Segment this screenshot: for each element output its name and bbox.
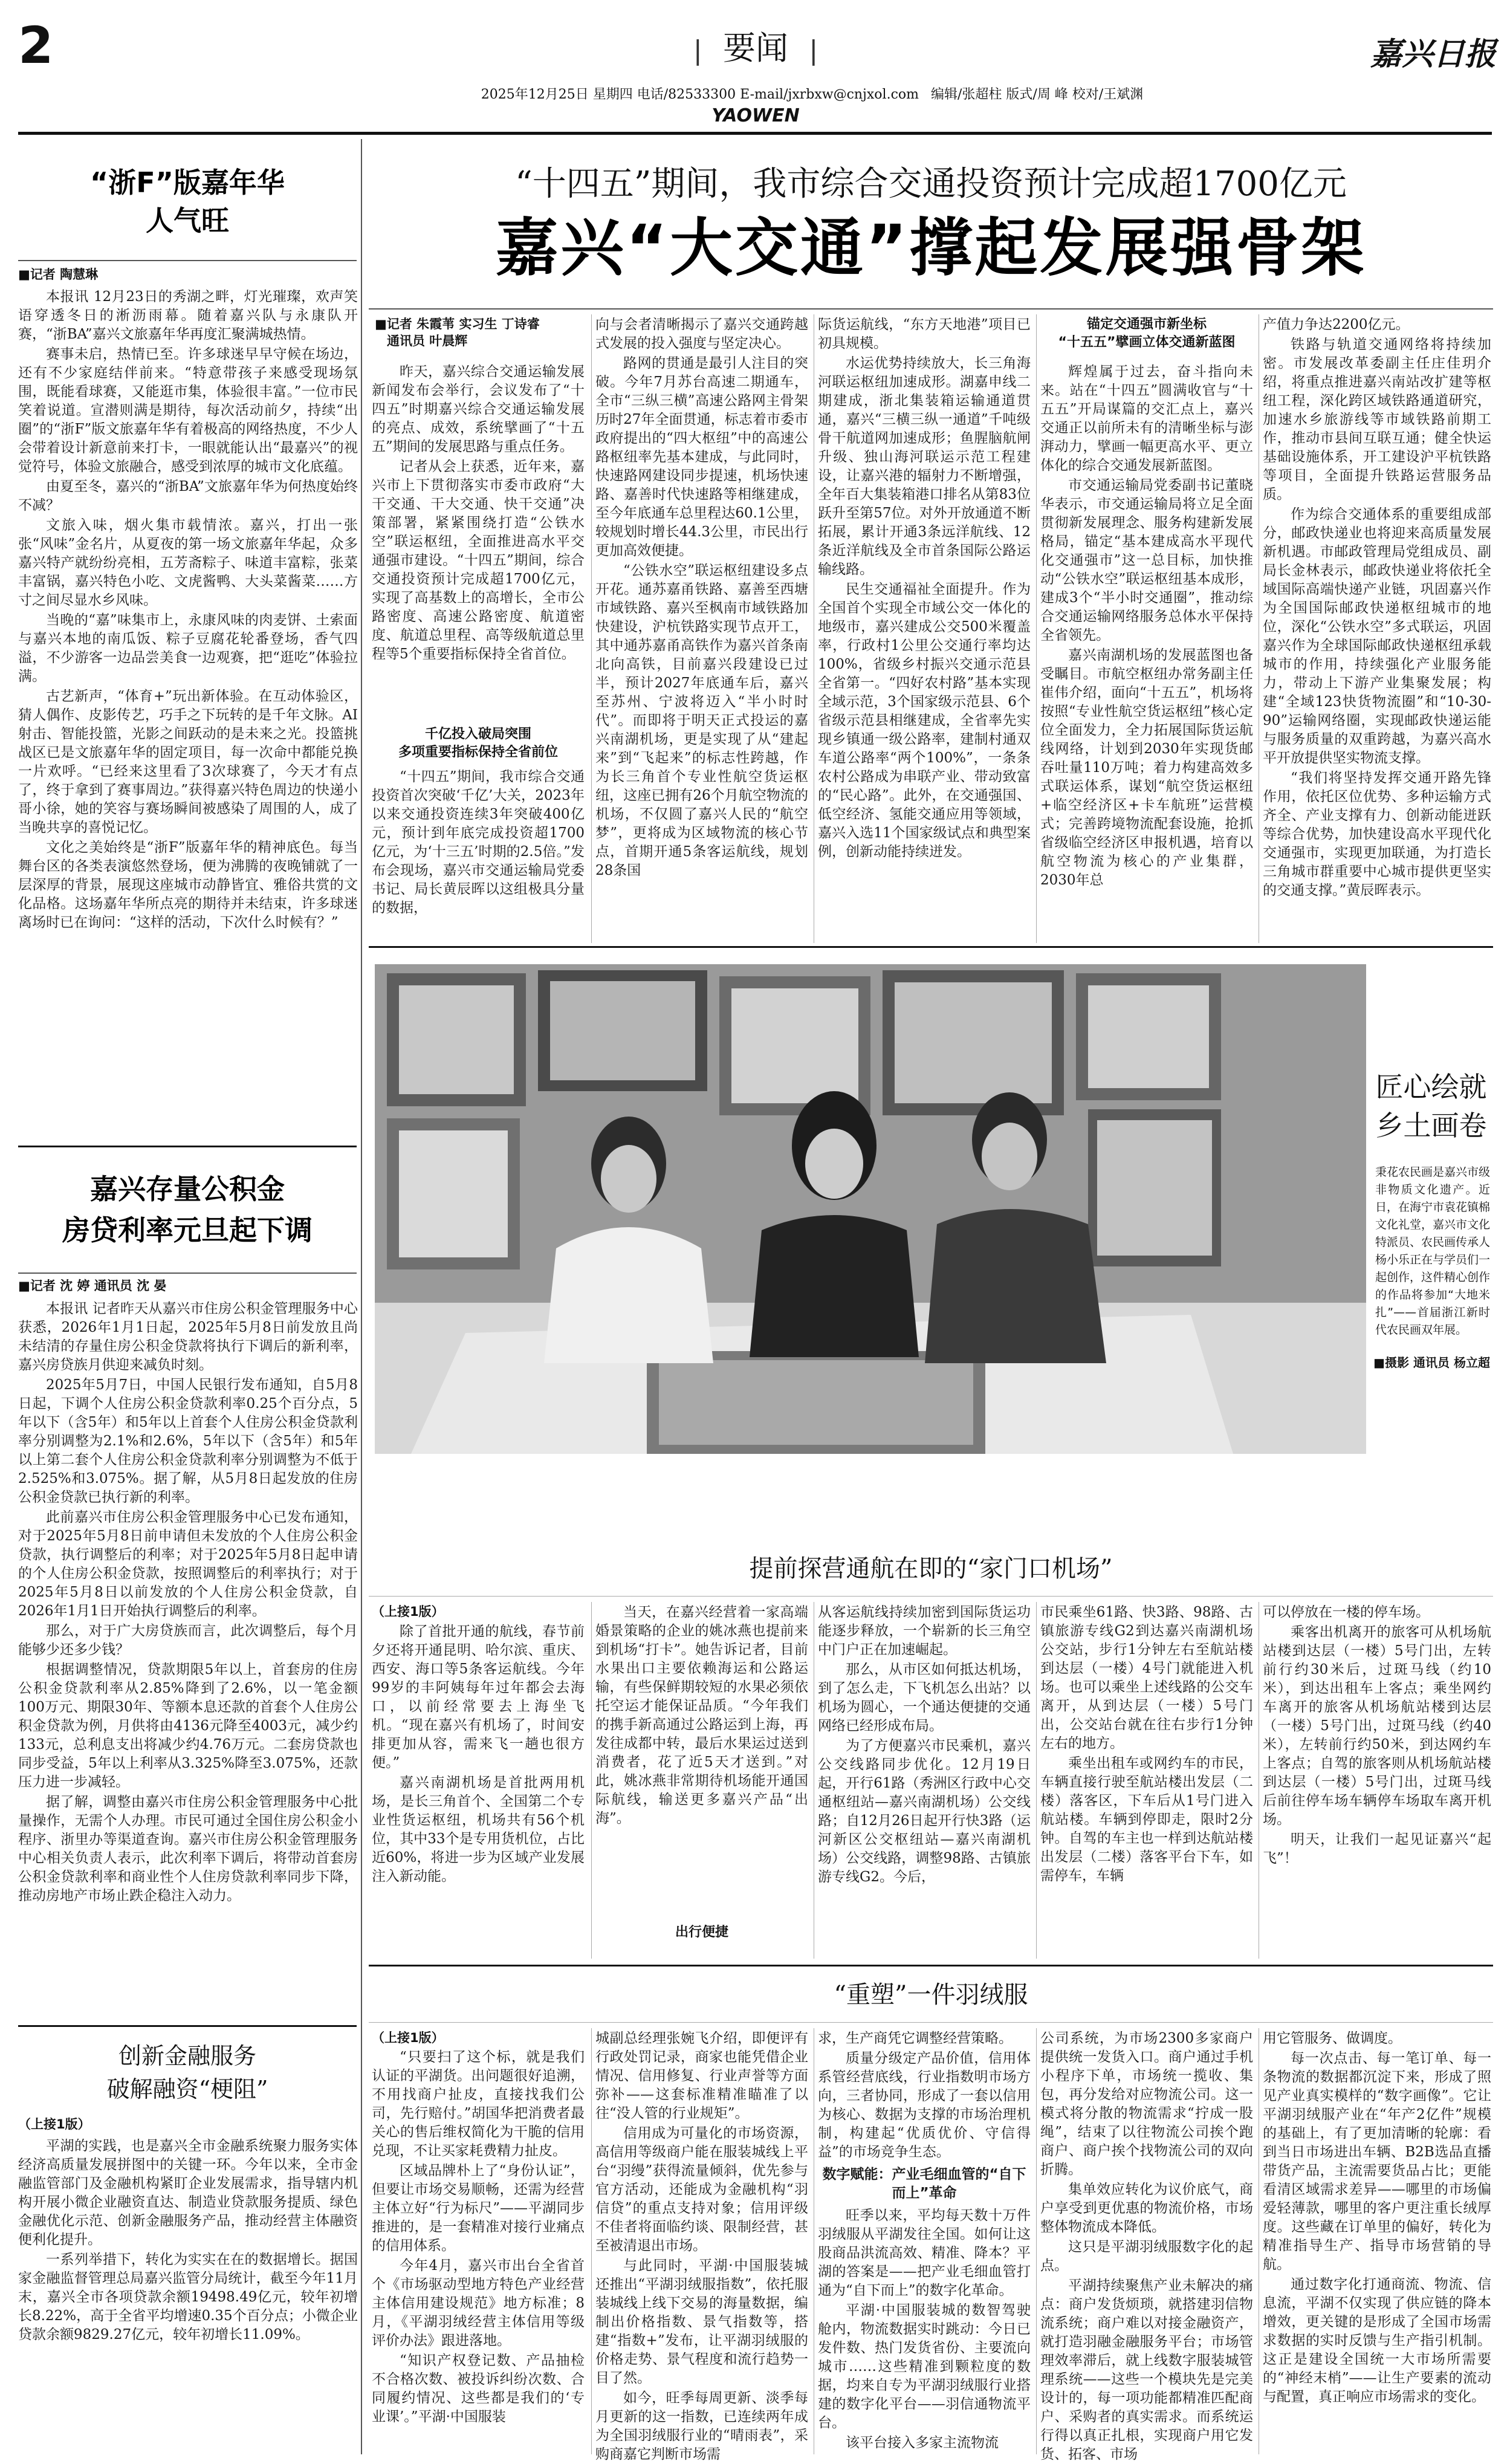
main-para: “公铁水空”联运枢纽建设多点开花。通苏嘉甬铁路、嘉善至西塘市域铁路、嘉兴至枫南市域铁路加快建设，沪杭铁路实现节点开工，其中通苏嘉甬高铁作为嘉兴首条南北向高铁，目前嘉兴段建设已过半，预计2027年底通车后，嘉兴至苏州、宁波将迈入“半小时时代”。而即将于明天正式投运的嘉兴南湖机场，更是实现了从“建起来”到“飞起来”的标志性跨越，作为长三角首个专业性航空货运枢纽，这座已拥有26个月航空物流的机场，不仅圆了嘉兴人民的“航空梦”，更将成为区域物流的核心节点，首期开通5条客运航线，规划28条国 — [595, 563, 808, 878]
loan-para: 根据调整情况，贷款期限5年以上，首套房的住房公积金贷款利率从2.85%降到了2.6%，以一笔金额100万元、期限30年、等额本息还款的首套个人住房公积金贷款为例，月供将由4136元降至4003元，减少约133元，总利息支出将减少约4.76万元。二套房贷款也同步受益，5年以上利率从3.325%降至3.075%，还款压力进一步减轻。 — [18, 1662, 358, 1790]
main-col5 — [1263, 316, 1491, 938]
jacket-para: 如今，旺季每周更新、淡季每月更新的这一指数，已连续两年成为全国羽绒服行业的“晴雨表”，采购商嘉它判断市场需 — [595, 2390, 808, 2462]
loan-para: 2025年5月7日，中国人民银行发布通知，自5月8日起，下调个人住房公积金贷款利率0.25个百分点，5年以下（含5年）和5年以上首套个人住房公积金贷款利率分别调整为2.1%和2.6%，5年以下（含5年）和5年以上第二套个人住房公积金贷款利率分别调整为不低于2.525%和3.075%。据了解，从5月8日起发放的住房公积金贷款已执行新的利率。 — [18, 1377, 358, 1505]
jacket-para: 旺季以来，平均每天数十万件羽绒服从平湖发往全国。如何让这股商品洪流高效、精准、降本？平湖的答案是——把产业毛细血管打通为“自下而上”的数字化革命。 — [818, 2208, 1031, 2298]
jacket-para: 与此同时，平湖·中国服装城还推出“平湖羽绒服指数”，依托服装城线上线下交易的海量数据，编制出价格指数、景气指数等，搭建“指数+”发布，让平湖羽绒服的价格走势、景气程度和流行趋势一目了然。 — [595, 2258, 808, 2386]
loan-para: 那么，对于广大房贷族而言，此次调整后，每个月能够少还多少钱？ — [18, 1623, 358, 1658]
masthead-logo: 嘉兴日报 — [1370, 36, 1496, 73]
main-para: 记者从会上获悉，近年来，嘉兴市上下贯彻落实市委市政府“大干交通、干大交通、快干交通”决策部署，紧紧围绕打造“公铁水空”联运枢纽，全面推进高水平交通强市建设。“十四五”期间，综合交通投资预计完成超1700亿元，实现了高基数上的高增长，全市公路密度、高速公路密度、航道密度、航道总里程、高等级航道总里程等5个重要指标保持全省首位。 — [372, 459, 585, 662]
down-jacket-col1 — [372, 2048, 585, 2453]
jacket-para: 信用成为可量化的市场资源，高信用等级商户能在服装城线上平台“羽缦”获得流量倾斜，优先参与官方活动，还能成为金融机构“羽信贷”的重点支持对象；信用评级不佳者将面临约谈、限制经营，甚至被清退出市场。 — [595, 2125, 808, 2254]
carnival-title-rule — [18, 260, 357, 261]
masthead-rule — [18, 132, 1492, 135]
jacket-para: 求，生产商凭它调整经营策略。 — [818, 2031, 1013, 2046]
editors-line: 编辑/张超柱 版式/周 峰 校对/王斌渊 — [931, 87, 1144, 102]
finance-para: 平湖的实践，也是嘉兴全市金融系统聚力服务实体经济高质量发展拼图中的关键一环。今年以来，全市金融监管部门及金融机构紧盯企业发展需求，指导辖内机构开展小微企业融资直达、制造业贷款服务提质、绿色金融优化示范、创新金融服务产品，推动经营主体融资便利化提升。 — [18, 2138, 358, 2248]
main-para: 辉煌属于过去，奋斗指向未来。站在“十四五”圆满收官与“十五五”开局谋篇的交汇点上，嘉兴交通正以前所未有的清晰坐标与澎湃动力，擘画一幅更高水平、更立体化的综合交通发展新蓝图。 — [1040, 364, 1253, 473]
main-para: 昨天，嘉兴综合交通运输发展新闻发布会举行，会议发布了“十四五”时期嘉兴综合交通运输发展的亮点、成效，系统擘画了“十五五”期间的发展思路与重点任务。 — [372, 364, 585, 455]
airport-para: 从客运航线持续加密到国际货运功能逐步释放，一个崭新的长三角空中门户正在加速崛起。 — [818, 1604, 1031, 1658]
down-jacket-title-rule — [369, 2022, 1493, 2023]
left-rule-2 — [18, 2025, 357, 2027]
section-name: 要闻 — [723, 29, 788, 67]
main-para: 铁路与轨道交通网络将持续加密。市发展改革委副主任庄佳玥介绍，将重点推进嘉兴南站改扩建等枢纽工程，深化跨区域铁路通道研究，加速水乡旅游线等市域铁路前期工作，推动市县间互联互通；健全快运基础设施体系，开工建设沪平杭铁路等项目，全面提升铁路运营服务品质。 — [1263, 337, 1491, 502]
section-title: | 要闻 | — [693, 29, 818, 67]
main-para: 路网的贯通是最引人注目的突破。今年7月苏台高速二期通车，全市“三纵三横”高速公路网主骨架历时27年全面贯通，标志着市委市政府提出的“四大枢纽”中的高速公路枢纽率先基本建成，与此同时，快速路网建设同步提速，机场快速路、嘉善时代快速路等相继建成，至今年底通车总里程达60.1公里，较规划时增长44.3公里，市民出行更加高效便捷。 — [595, 355, 808, 559]
finance-continued: （上接1版） — [18, 2117, 91, 2132]
page-number: 2 — [18, 16, 54, 75]
jacket-para: 用它管服务、做调度。 — [1263, 2031, 1402, 2046]
carnival-para: 由夏至冬，嘉兴的“浙BA”文旅嘉年华为何热度始终不减？ — [18, 479, 358, 513]
main-para: 水运优势持续放大，长三角海河联运枢纽加速成形。湖嘉申线二期建成，浙北集装箱运输通道贯通，嘉兴“三横三纵一通道”千吨级骨干航道网加速成形；鱼腥脑航闸升级、独山海河联运示范工程建设，让嘉兴港的辐射力不断增强，全年百大集装箱港口排名从第83位跃升至第57位。对外开放通道不断拓展，累计开通3条远洋航线、12条近洋航线及全市首条国际公路运输线路。 — [818, 355, 1031, 577]
down-jacket-col2 — [595, 2029, 808, 2462]
main-headline-rule — [369, 308, 1493, 310]
jacket-para: 质量分级定产品价值，信用体系管经营底线，行业指数明市场方向，三者协同，形成了一套以信用为核心、数据为支撑的市场治理机制，构建起“优质优价、守信得益”的市场竞争生态。 — [818, 2051, 1031, 2160]
main-col1-top — [372, 363, 585, 708]
main-para: 际货运航线，“东方天地港”项目已初具规模。 — [818, 317, 1031, 351]
carnival-para: 本报讯 12月23日的秀湖之畔，灯光璀璨，欢声笑语穿透冬日的淅沥雨幕。随着嘉兴队与永康队开赛，“浙BA”嘉兴文旅嘉年华再度汇聚满城热情。 — [18, 289, 358, 342]
loan-para: 据了解，调整由嘉兴市住房公积金管理服务中心批量操作，无需个人办理。市民可通过全国住房公积金小程序、浙里办等渠道查询。嘉兴市住房公积金管理服务中心相关负责人表示，此次利率下调后，将带动首套房公积金贷款利率和商业性个人住房贷款利率同步下降，推动房地产市场止跌企稳注入动力。 — [18, 1794, 358, 1904]
airport-para: 可以停放在一楼的停车场。 — [1263, 1604, 1430, 1620]
airport-title: 提前探营通航在即的“家门口机场” — [749, 1555, 1113, 1583]
jacket-para: 区域品牌朴上了“身份认证”，但要让市场交易顺畅，还需为经营主体立好“行为标尺”——平湖同步推进的，是一套精准对接行业痛点的信用体系。 — [372, 2163, 585, 2254]
airport-para: 乘客出机离开的旅客可从机场航站楼到达层（一楼）5号门出，左转前行约30米后，过斑马线（约10米），到达出租车上客点；乘坐网约车离开的旅客从机场航站楼到达层（一楼）5号门出，过斑马线（约40米），左转前行约50米，到达网约车上客点；自驾的旅客则从机场航站楼到达层（一楼）5号门出，过斑马线后前往停车场车辆停车场取车离开机场。 — [1263, 1624, 1491, 1827]
main-article-bottom-rule — [369, 946, 1493, 948]
airport-para: 当天，在嘉兴经营着一家高端婚景策略的企业的姚冰燕也提前来到机场“打卡”。她告诉记者，目前水果出口主要依赖海运和公路运输，有些保鲜期较短的水果必须依托空运才能保证品质。“今年我们的携手新高通过公路运到上海，再发往成都中转，最后水果运过送到消费者，花了近5天才送到。”对此，姚冰燕非常期待机场能开通国际航线，输送更多嘉兴产品“出海”。 — [595, 1604, 808, 1826]
jacket-para: 这只是平湖羽绒服数字化的起点。 — [1040, 2239, 1253, 2274]
photo-feature-title-1: 匠心绘就 — [1375, 1071, 1487, 1103]
finance-title-1: 创新金融服务 — [118, 2043, 256, 2069]
airport-col2 — [595, 1603, 808, 1918]
airport-para: 除了首批开通的航线，春节前夕还将开通昆明、哈尔滨、重庆、西安、海口等5条客运航线。今年99岁的丰阿姨每年过年都会去海口，以前经常要去上海坐飞机。“现在嘉兴有机场了，时间安排更加从容，需来飞一趟也很方便。” — [372, 1624, 585, 1771]
photo-feature-title-2: 乡土画卷 — [1375, 1109, 1487, 1142]
down-jacket-col4 — [1040, 2029, 1253, 2462]
photo-caption: 秉花农民画是嘉兴市级非物质文化遗产。近日，在海宁市袁花镇棉文化礼堂，嘉兴市文化特派员、农民画传承人杨小乐正在与学员们一起创作，这件精心创作的作品将参加“大地米扎”——首届浙江新时代农民画双年展。 — [1375, 1166, 1491, 1337]
airport-para: 那么，从市区如何抵达机场，到了怎么走，下飞机怎么出站？以机场为圆心，一个通达便捷的交通网络已经形成布局。 — [818, 1662, 1031, 1734]
main-para: “十四五”期间，我市综合交通投资首次突破‘千亿’大关，2023年以来交通投资连续3年突破400亿元，预计到年底完成投资超1700亿元，为‘十三五’时期的2.5倍。”发布会现场，嘉兴市交通运输局党委书记、局长黄辰晖以这组极具分量的数据， — [372, 769, 585, 916]
main-para: 嘉兴南湖机场的发展蓝图也备受瞩目。市航空枢纽办常务副主任崔伟介绍，面向“十五五”，机场将按照“专业性航空货运枢纽”核心定位全面发力，全力拓展国际货运航线网络，计划到2030年实现货邮吞吐量110万吨；着力构建高效多式联运体系，谋划“航空货运枢纽+临空经济区+卡车航班”运营模式；完善跨境物流配套设施，抢抓省级临空经济区申报机遇，培育以航空物流为核心的产业集群，2030年总 — [1040, 647, 1253, 888]
main-col-rule-3 — [1036, 314, 1037, 943]
carnival-para: 当晚的“嘉”味集市上，永康风味的肉麦饼、土索面与嘉兴本地的南瓜饭、粽子豆腐花轮番登场，香气四溢，不少游客一边品尝美食一边观赛，把“逛吃”体验拉满。 — [18, 612, 358, 684]
down-jacket-continued: （上接1版） — [372, 2031, 444, 2045]
airport-col5 — [1263, 1603, 1491, 1956]
jacket-para: 平湖·中国服装城的数智驾驶舱内，物流数据实时跳动：今日已发件数、热门发货省份、主要流向城市……这些精准到颗粒度的数据，均来自专为平湖羽绒服行业搭建的数字化平台——羽信通物流平台。 — [818, 2303, 1031, 2431]
main-byline-1: ■记者 朱霞苇 实习生 丁诗睿 — [375, 317, 540, 331]
main-sub2-line2: “十五五”擘画立体交通新蓝图 — [1058, 335, 1236, 350]
main-sub1-line1: 千亿投入破局突围 — [424, 727, 531, 742]
airport-col3 — [818, 1603, 1031, 1956]
jacket-para: 今年4月，嘉兴市出台全省首个《市场驱动型地方特色产业经营主体信用建设规范》地方标准；8月，《平湖羽绒经营主体信用等级评价办法》跟进落地。 — [372, 2258, 585, 2349]
loan-title-2: 房贷利率元旦起下调 — [62, 1214, 313, 1247]
finance-title-2: 破解融资“梗阻” — [106, 2076, 268, 2103]
main-col2 — [595, 316, 808, 938]
main-para: 向与会者清晰揭示了嘉兴交通跨越式发展的投入强度与坚定决心。 — [595, 317, 808, 351]
main-col3 — [818, 316, 1031, 938]
jacket-para: 每一次点击、每一笔订单、每一条物流的数据都沉淀下来，形成了照见产业真实模样的“数字画像”。它让平湖羽绒服产业在“年产2亿件”规模的基础上，有了更加清晰的轮廓：看到当日市场进出车辆、B2B选品直播带货产品，主流需要货品占比；更能看清区域需求差异——哪里的市场偏爱轻薄款，哪里的客户更注重长绒厚度。这些藏在订单里的偏好，转化为精准指导生产、指导市场营销的导航。 — [1263, 2051, 1491, 2272]
main-para: 市交通运输局党委副书记董晓华表示，市交通运输局将立足全面贯彻新发展理念、服务构建新发展格局，锚定“基本建成高水平现代化交通强市”这一总目标，加快推动“公铁水空”联运枢纽基本成形，建成3个“半小时交通圈”，推动综合交通运输网络服务总体水平保持全省领先。 — [1040, 478, 1253, 643]
airport-para: 市民乘坐61路、快3路、98路、古镇旅游专线G2到达嘉兴南湖机场公交站，步行1分钟左右至航站楼到达层（一楼）4号门就能进入机场。也可以乘坐上述线路的公交车离开，从到达层（一楼）5号门出，公交站台就在往右步行1分钟左右的地方。 — [1040, 1604, 1253, 1751]
main-para: 民生交通福祉全面提升。作为全国首个实现全市域公交一体化的地级市，嘉兴建成公交500米覆盖率，行政村1公里公交通行率均达100%，省级乡村振兴交通示范县全省第一。“四好农村路”基本实现全域示范，3个国家级示范县、6个省级示范县相继建成，全省率先实现乡镇通一级公路率，建制村通双车道公路率“两个100%”，一条条农村公路成为串联产业、带动致富的“民心路”。此外，在交通强国、低空经济、氢能交通应用等领域，嘉兴入选11个国家级试点和典型案例，创新动能持续迸发。 — [818, 582, 1031, 860]
section-pinyin: YAOWEN — [711, 105, 800, 126]
airport-col1 — [372, 1623, 585, 1956]
main-byline-2: 通讯员 叶晨辉 — [387, 334, 468, 348]
jacket-col-rule-3 — [1036, 2028, 1037, 2454]
airport-para: 为了方便嘉兴市民乘机，嘉兴公交线路同步优化。12月19日起，开行61路（秀洲区行政中心交通枢纽站—嘉兴南湖机场）公交线路；自12月26日起开行快3路（运河新区公交枢纽站—嘉兴南湖机场）公交线路，调整98路、古镇旅游专线G2。今后， — [818, 1738, 1031, 1885]
main-para: 产值力争达2200亿元。 — [1263, 317, 1410, 332]
jacket-para: 该平台接入多家主流物流 — [846, 2435, 999, 2451]
loan-para: 此前嘉兴市住房公积金管理服务中心已发布通知，对于2025年5月8日前申请但未发放的个人住房公积金贷款，执行调整后的利率；对于2025年5月8日起申请的个人住房公积金贷款，按照调整后的利率执行；对于2025年5月8日以前发放的个人住房公积金贷款，自2026年1月1日开始执行调整后的利率。 — [18, 1509, 358, 1619]
carnival-title-2: 人气旺 — [146, 204, 229, 237]
airport-col4 — [1040, 1603, 1253, 1956]
jacket-para: 通过数字化打通商流、物流、信息流，平湖不仅实现了供应链的降本增效，更关键的是形成了全国市场需求数据的实时反馈与生产指引机制。这正是建设全国统一大市场所需要的“神经末梢”——让生产要素的流动与配置，真正响应市场需求的变化。 — [1263, 2277, 1491, 2405]
loan-body — [18, 1300, 358, 2019]
carnival-title-1: “浙F”版嘉年华 — [90, 166, 285, 199]
jacket-para: 平湖持续聚焦产业未解决的痛点：商户发货烦琐，就搭建羽信物流系统；商户难以对接金融资产，就打造羽融金融服务平台；市场管理效率滞后，就上线数字服装城管理系统——这些一个模块先是完美设计的，每一项功能都精准匹配商户、采购者的真实需求。而系统运行得以真正扎根，实现商户用它发货、拓客、市场 — [1040, 2278, 1253, 2462]
carnival-body — [18, 288, 358, 1140]
jacket-subheading: 数字赋能：产业毛细血管的“自下而上”革命 — [822, 2167, 1026, 2201]
main-sub2-line1: 锚定交通强市新坐标 — [1086, 317, 1207, 332]
carnival-para: 赛事未启，热情已至。许多球迷早早守候在场边，还有不少家庭结伴前来。“特意带孩子来感受现场氛围，既能看球赛，又能逛市集，体验很丰富。”一位市民笑着说道。宣潜则满是期待，每次活动前夕，持续“出圈”的“浙F”版文旅嘉年华有着极高的网络热度，不少人会带着设计新意前来打卡，一眼就能认出“最嘉兴”的视觉符号，体验文旅融合，感受到浓厚的城市文化底蕴。 — [18, 346, 358, 475]
jacket-para: 公司系统，为市场2300多家商户提供统一发货入口。商户通过手机小程序下单，市场统一揽收、集包，再分发给对应物流公司。这一模式将分散的物流需求“拧成一股绳”，结束了以往物流公司挨个跑商户、商户挨个找物流公司的双向折腾。 — [1040, 2031, 1253, 2177]
photo-credit: ■摄影 通讯员 杨立超 — [1373, 1355, 1490, 1370]
airport-subheading: 出行便捷 — [675, 1925, 728, 1940]
main-col4 — [1040, 363, 1253, 938]
carnival-para: 古艺新声，“体育+”玩出新体验。在互动体验区，猜人偶作、皮影传艺，巧手之下玩转的是千年文脉。AI射击、智能投篮，光影之间跃动的是未来之光。投篮挑战区已是文旅嘉年华的固定项目，每一次命中都能兑换一片欢呼。“已经来这里看了3次球赛了，今天才有点了，终于拿到了赛事周边。”获得嘉兴特色周边的快递小哥小徐，她的笑容与赛场瞬间被感染了周围的人，成了当晚共享的喜悦记忆。 — [18, 689, 358, 835]
airport-col-rule-1 — [591, 1602, 592, 1959]
jacket-para: “知识产权登记数、产品抽检不合格次数、被投诉纠纷次数、合同履约情况、这些都是我们的‘专业课’。”平湖·中国服装 — [372, 2353, 585, 2425]
main-col-rule-1 — [591, 314, 592, 943]
airport-col-rule-3 — [1036, 1602, 1037, 1959]
finance-body — [18, 2137, 358, 2451]
loan-byline: ■记者 沈 婷 通讯员 沈 晏 — [18, 1279, 167, 1293]
airport-bottom-rule — [369, 1965, 1493, 1966]
carnival-para: 文旅入味，烟火集市载情浓。嘉兴，打出一张张“风味”金名片，从夏夜的第一场文旅嘉年华起，众多嘉兴特产就纷纷亮相，五芳斋粽子、味道丰富粽，张菜丰富锅，嘉兴特色小吃、文虎酱鸭、大头菜酱菜……方寸之间尽显水乡风味。 — [18, 517, 358, 608]
down-jacket-title: “重塑”一件羽绒服 — [834, 1981, 1028, 2009]
photo-illustration — [375, 964, 1366, 1454]
main-col1-bottom — [372, 768, 585, 937]
folk-painting-photo — [375, 964, 1366, 1454]
down-jacket-col3 — [818, 2029, 1031, 2453]
main-headline: 嘉兴“大交通”撑起发展强骨架 — [495, 211, 1367, 285]
main-para: 作为综合交通体系的重要组成部分，邮政快递业也将迎来高质量发展新机遇。市邮政管理局党组成员、副局长金林表示，邮政快递业将依托全域国际高端快递产业链，巩固嘉兴作为全国国际邮政快递枢纽城市的地位，深化“公铁水空”多式联运，巩固嘉兴作为全球国际邮政快递枢纽承载城市的作用，持续强化产业服务能力，带动上下游产业集聚发展；构建“全域123快货物流圈”和“10-30-90”运输网络圈，实现邮政快递运能与服务质量的双重跨越，为嘉兴高水平开放提供坚实物流支撑。 — [1263, 507, 1491, 766]
main-para: “我们将坚持发挥交通开路先锋作用，依托区位优势、多种运输方式齐全、产业支撑有力、创新动能迸跃等综合优势，加快建设高水平现代化交通强市，实现更加联通，为打造长三角城市群重要中心城市提供更坚实的交通支撑。”黄辰晖表示。 — [1263, 770, 1491, 898]
jacket-para: 集单效应转化为议价底气，商户享受到更优惠的物流价格，市场整体物流成本降低。 — [1040, 2182, 1253, 2235]
airport-continued: （上接1版） — [372, 1604, 444, 1619]
main-sub1-line2: 多项重要指标保持全省前位 — [398, 745, 558, 760]
finance-para: 一系列举措下，转化为实实在在的数据增长。据国家金融监督管理总局嘉兴监管分局统计，截至今年11月末，嘉兴全市各项贷款余额19498.49亿元，较年初增长8.22%，高于全省平均增速0.35个百分点；小微企业贷款余额9829.27亿元，较年初增长11.09%。 — [18, 2252, 358, 2342]
loan-para: 本报讯 记者昨天从嘉兴市住房公积金管理服务中心获悉，2026年1月1日起，2025年5月8日前发放且尚未结清的存量住房公积金贷款将执行下调后的新利率，嘉兴房贷族月供迎来减负时刻。 — [18, 1301, 358, 1373]
airport-para: 明天，让我们一起见证嘉兴“起飞”！ — [1263, 1832, 1491, 1866]
left-rule-1 — [18, 1146, 357, 1147]
date-line: 2025年12月25日 星期四 电话/82533300 E-mail/jxrbxw@cnjxol.com — [481, 87, 919, 102]
loan-title-1: 嘉兴存量公积金 — [90, 1173, 285, 1205]
airport-para: 嘉兴南湖机场是首批两用机场，是长三角首个、全国第二个专业性货运枢纽，机场共有56个机位，其中33个是专用货机位，占比近60%，将进一步为区域产业发展注入新动能。 — [372, 1775, 585, 1884]
jacket-para: “只要扫了这个标，就是我们认证的平湖货。出问题很好追溯，不用找商户扯皮，直接找我们公司，先行赔付。”胡国华把消费者最关心的售后维权简化为干脆的信用兑现，不让买家耗费精力扯皮。 — [372, 2049, 585, 2159]
airport-para: 乘坐出租车或网约车的市民，车辆直接行驶至航站楼出发层（二楼）落客区，下车后从1号门进入航站楼。车辆到停即走，限时2分钟。自驾的车主也一样到达航站楼出发层（二楼）落客平台下车，如需停车，车辆 — [1040, 1756, 1253, 1884]
carnival-para: 文化之美始终是“浙F”版嘉年华的精神底色。每当舞台区的各类表演悠然登场，便为沸腾的夜晚铺就了一层深厚的背景，展现这座城市动静皆宜、雅俗共赏的文化品格。这场嘉年华所点亮的期待并未结束，许多球迷离场时已在询问：“这样的活动，下次什么时候有？” — [18, 840, 358, 930]
airport-title-rule — [369, 1596, 1493, 1597]
left-column-divider — [361, 139, 362, 2454]
main-kicker: “十四五”期间，我市综合交通投资预计完成超1700亿元 — [515, 164, 1347, 204]
loan-title-rule — [18, 1273, 357, 1274]
jacket-col-rule-1 — [591, 2028, 592, 2454]
jacket-para: 城副总经理张婉飞介绍，即便评有行政处罚记录，商家也能凭借企业情况、信用修复、行业声誉等方面弥补——这套标准精准瞄准了以往“没人管的行业规矩”。 — [595, 2031, 808, 2121]
down-jacket-col5 — [1263, 2029, 1491, 2453]
carnival-byline: ■记者 陶慧琳 — [18, 267, 99, 282]
